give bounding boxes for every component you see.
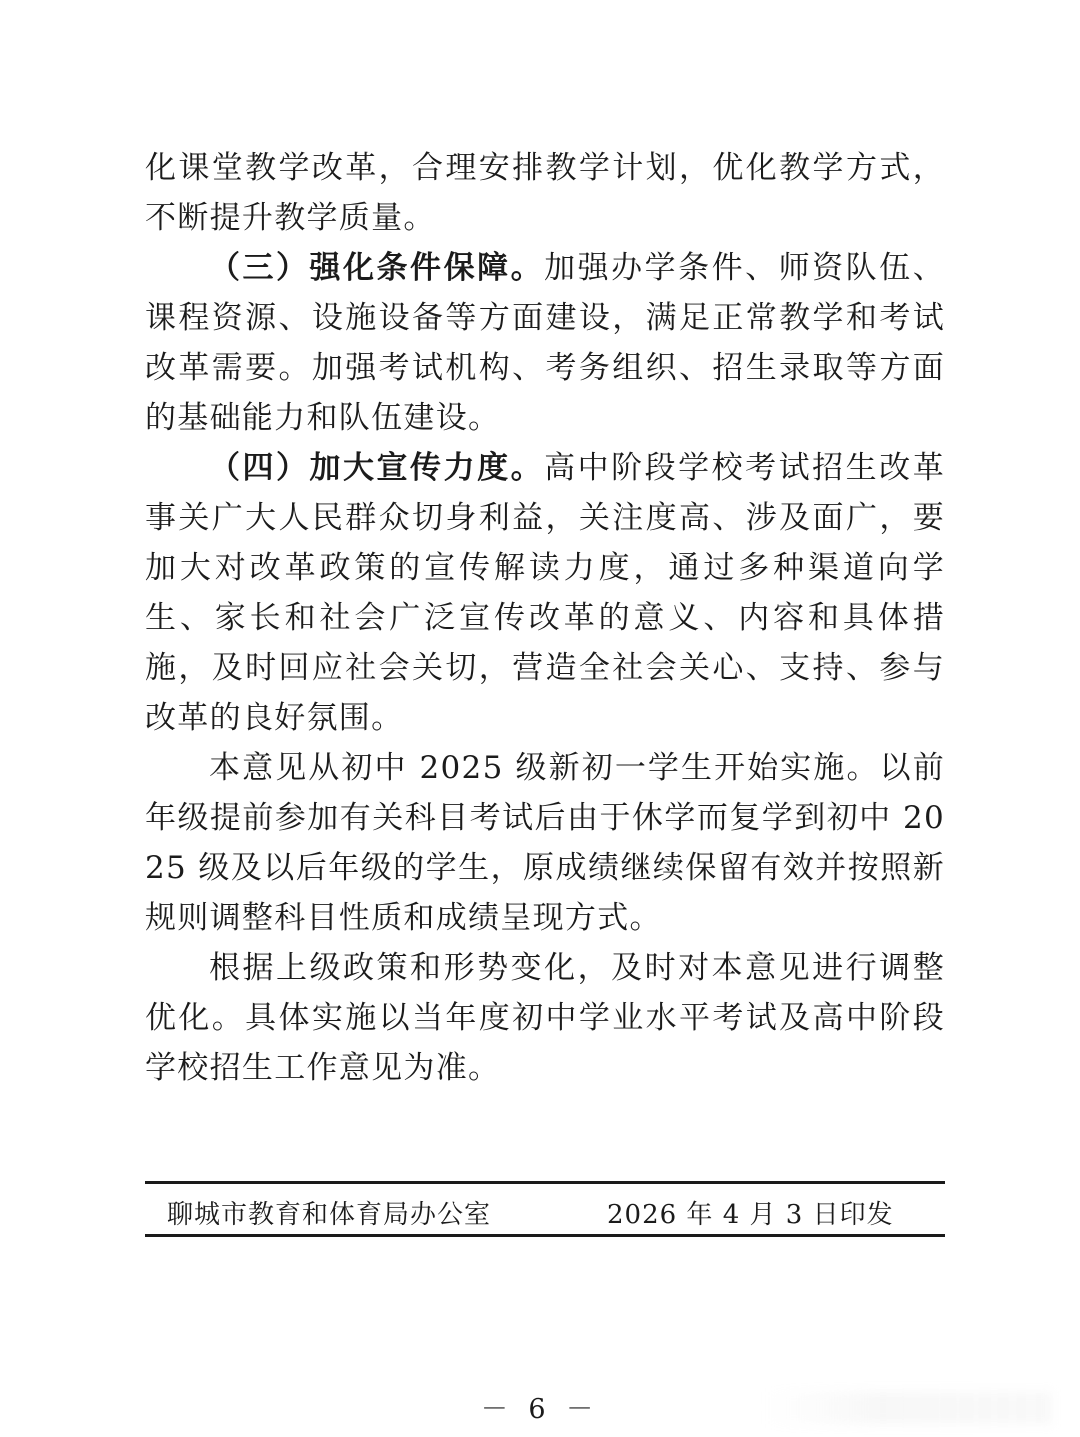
- paragraph-adjustment: [145, 943, 945, 1093]
- page-number: － 6 －: [480, 1394, 600, 1425]
- paragraph-text: 化课堂教学改革，合理安排教学计划，优化教学方式，不断提升教学质量。: [145, 150, 945, 236]
- document-body: [145, 143, 945, 1093]
- paragraph-text: 根据上级政策和形势变化，及时对本意见进行调整优化。具体实施以当年度初中学业水平考试及高中阶段学校招生工作意见为准。: [145, 950, 945, 1086]
- paragraph-text: 高中阶段学校考试招生改革事关广大人民群众切身利益，关注度高、涉及面广，要加大对改革政策的宣传解读力度，通过多种渠道向学生、家长和社会广泛宣传改革的意义、内容和具体措施，及时回应社会关切，营造全社会关心、支持、参与改革的良好氛围。: [145, 450, 945, 736]
- paragraph-publicity: [145, 443, 945, 743]
- issue-date: 2026 年 4 月 3 日印发: [607, 1200, 894, 1230]
- faint-watermark: [762, 1392, 1052, 1424]
- paragraph-text: 本意见从初中 2025 级新初一学生开始实施。以前年级提前参加有关科目考试后由于休学而复学到初中 2025 级及以后年级的学生，原成绩继续保留有效并按照新规则调整科目性质和成绩呈现方式。: [145, 750, 945, 936]
- issuing-office: 聊城市教育和体育局办公室: [167, 1200, 492, 1230]
- paragraph-condition-guarantee: [145, 243, 945, 443]
- paragraph-implementation: [145, 743, 945, 943]
- paragraph-heading: （四）加大宣传力度。: [209, 450, 545, 486]
- paragraph-continuation: [145, 143, 945, 243]
- paragraph-text: 加强办学条件、师资队伍、课程资源、设施设备等方面建设，满足正常教学和考试改革需要。加强考试机构、考务组织、招生录取等方面的基础能力和队伍建设。: [145, 250, 945, 436]
- issuance-footer: [145, 1181, 945, 1237]
- paragraph-heading: （三）强化条件保障。: [209, 250, 545, 286]
